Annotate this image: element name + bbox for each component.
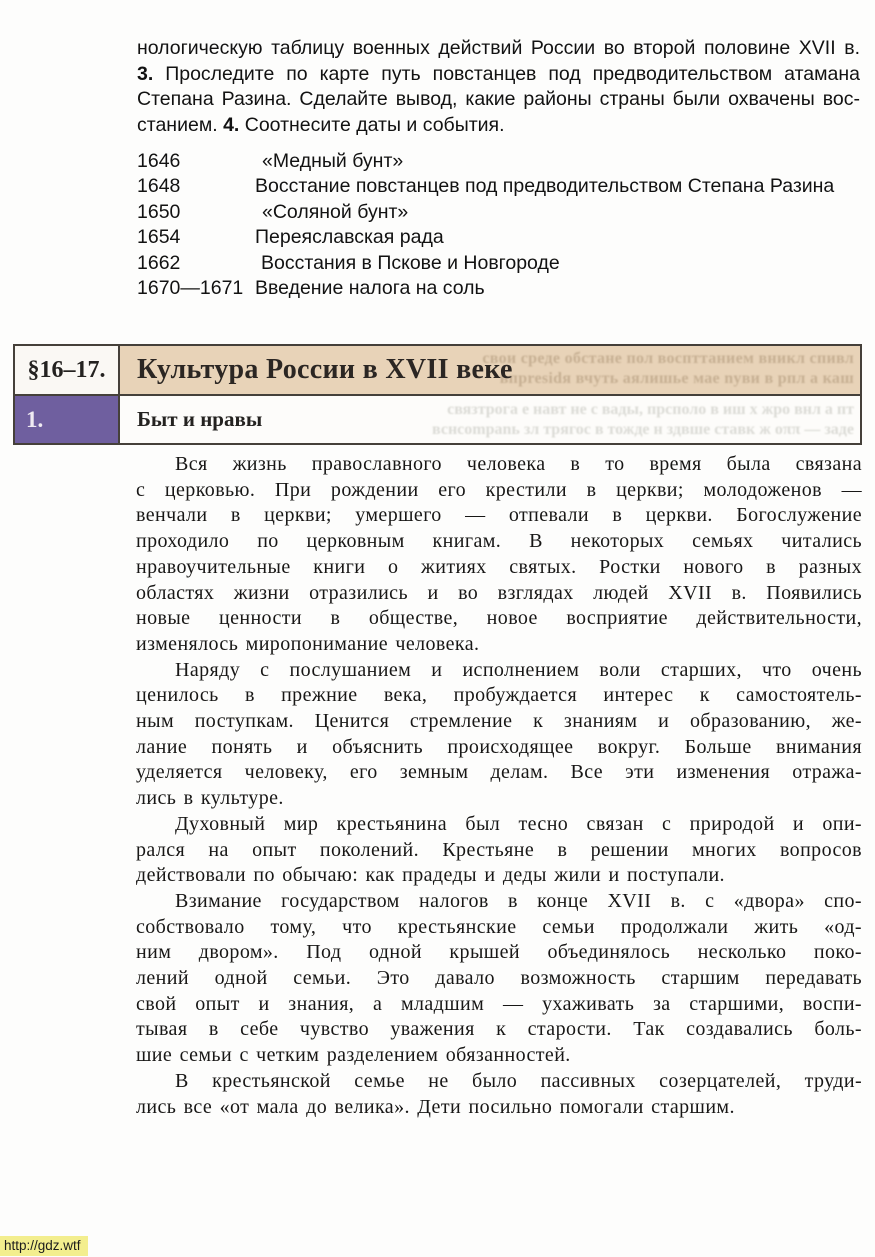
text-line <box>137 36 860 62</box>
date-year: 1670—1671 <box>137 277 244 300</box>
task-text: станием. <box>137 113 224 136</box>
date-year: 1650 <box>137 200 181 223</box>
event-label: Восстание повстанцев под предводительством Степана Разина <box>255 175 835 198</box>
text-line: Взимание государством налогов в конце XVII в. с «двора» спо- <box>175 889 862 912</box>
text-line: В крестьянской семье не было пассивных созерцателей, труди- <box>175 1069 862 1092</box>
subsection-title-cell <box>120 396 860 443</box>
text-line: тывая в себе чувство уважения к старости. Так создавались боль- <box>136 1018 862 1041</box>
section-header <box>13 344 862 445</box>
text-line: нравоучительные книги о житиях святых. Ростки нового в разных <box>136 555 862 578</box>
text-line: лание понять и объяснить происходящее вокруг. Больше внимания <box>136 735 862 758</box>
text-line: лись в культуре. <box>136 787 284 810</box>
paragraph <box>136 812 862 889</box>
paragraph <box>136 658 862 812</box>
subsection-number-cell <box>15 396 120 443</box>
paragraph-label: §16–17. <box>27 356 106 383</box>
text-line: изменялось миропонимание человека. <box>136 632 480 655</box>
text-line: областях жизни отразились и во взглядах людей XVII в. Появились <box>136 581 862 604</box>
date-year: 1648 <box>137 175 181 198</box>
text-line: проходило по церковным книгам. В некоторых семьях читались <box>136 530 862 553</box>
date-year: 1646 <box>137 150 181 172</box>
section-title-banner <box>120 346 860 396</box>
date-event-row <box>137 174 860 199</box>
paragraph-number-cell <box>15 346 120 396</box>
date-event-list <box>137 149 860 301</box>
text-line: лений одной семьи. Это давало возможность старшим передавать <box>136 967 862 990</box>
date-event-row <box>137 251 860 276</box>
text-line <box>137 113 860 139</box>
text-line: ним двором». Под одной крышей объединялось несколько поко- <box>136 941 862 964</box>
text-line: Наряду с послушанием и исполнением воли старших, что очень <box>175 658 862 681</box>
paragraph <box>136 1069 862 1120</box>
text-line: венчали в церкви; умершего — отпевали в церкви. Богослужение <box>136 504 862 527</box>
task-text: Проследите по карте путь повстанцев под предводительством атамана <box>153 62 860 85</box>
body-text <box>136 452 862 1120</box>
event-label: «Соляной бунт» <box>262 200 409 223</box>
date-event-row <box>137 225 860 250</box>
task-number: 4. <box>223 113 240 136</box>
date-year: 1662 <box>137 251 181 274</box>
exercise-text <box>137 36 860 138</box>
paragraph <box>136 452 862 658</box>
text-line: свой опыт и знания, а младшим — ухаживать за старшими, воспи- <box>136 992 862 1015</box>
event-label: Восстания в Пскове и Новгороде <box>261 251 560 274</box>
showthrough-text: свои среде обстане пол воспттанием вникл спивл впрresidя вчуть аялишье мае nуви в рпл а каш <box>482 350 854 387</box>
text-line: ным поступкам. Ценится стремление к знаниям и образованию, же- <box>136 710 862 733</box>
text-line: с церковью. При рождении его крестили в церкви; молодоженов — <box>136 478 862 501</box>
showthrough-text: связтрога е навт не с вады, прсполо в иш х жро внл а пт вснcompanь зл трягос в тожде н здвше ставк ж оππ — заде <box>432 401 854 438</box>
text-line: Духовный мир крестьянина был тесно связан с природой и опи- <box>175 812 862 835</box>
text-line: собствовало тому, что крестьянские семьи продолжали жить «од- <box>136 915 862 938</box>
text-line <box>137 62 860 88</box>
task-text: Степана Разина. Сделайте вывод, какие районы страны были охвачены вос- <box>137 88 860 110</box>
task-number: 3. <box>137 62 154 85</box>
event-label: Переяславская рада <box>255 226 444 249</box>
subsection-title: Быт и нравы <box>137 407 263 431</box>
text-line: рался на опыт поколений. Крестьяне в решении многих вопросов <box>136 838 862 861</box>
text-line <box>137 87 860 113</box>
date-event-row <box>137 149 860 174</box>
text-line: действовали по обычаю: как прадеды и деды жили и поступали. <box>136 864 725 887</box>
task-text: Соотнесите даты и события. <box>239 113 505 136</box>
task-text: нологическую таблицу военных действий России во второй половине XVII в. <box>137 37 860 59</box>
event-label: Введение налога на соль <box>255 277 485 300</box>
section-title: Культура России в XVII веке <box>137 354 513 385</box>
date-year: 1654 <box>137 226 181 249</box>
text-line: ценилось в прежние века, пробуждается интерес к самостоятель- <box>136 684 862 707</box>
paragraph <box>136 889 862 1069</box>
subsection-number: 1. <box>26 406 44 432</box>
watermark-url: http://gdz.wtf <box>0 1236 88 1256</box>
text-line: уделяется человеку, его земным делам. Все эти изменения отража- <box>136 761 862 784</box>
text-line: Вся жизнь православного человека в то время была связана <box>175 453 862 475</box>
text-line: шие семьи с четким разделением обязанностей. <box>136 1044 571 1067</box>
text-line: лись все «от мала до велика». Дети посильно помогали старшим. <box>136 1095 735 1118</box>
event-label: «Медный бунт» <box>262 150 404 172</box>
date-event-row <box>137 200 860 225</box>
text-line: новые ценности в обществе, новое восприятие действительности, <box>136 607 862 630</box>
date-event-row <box>137 276 860 301</box>
